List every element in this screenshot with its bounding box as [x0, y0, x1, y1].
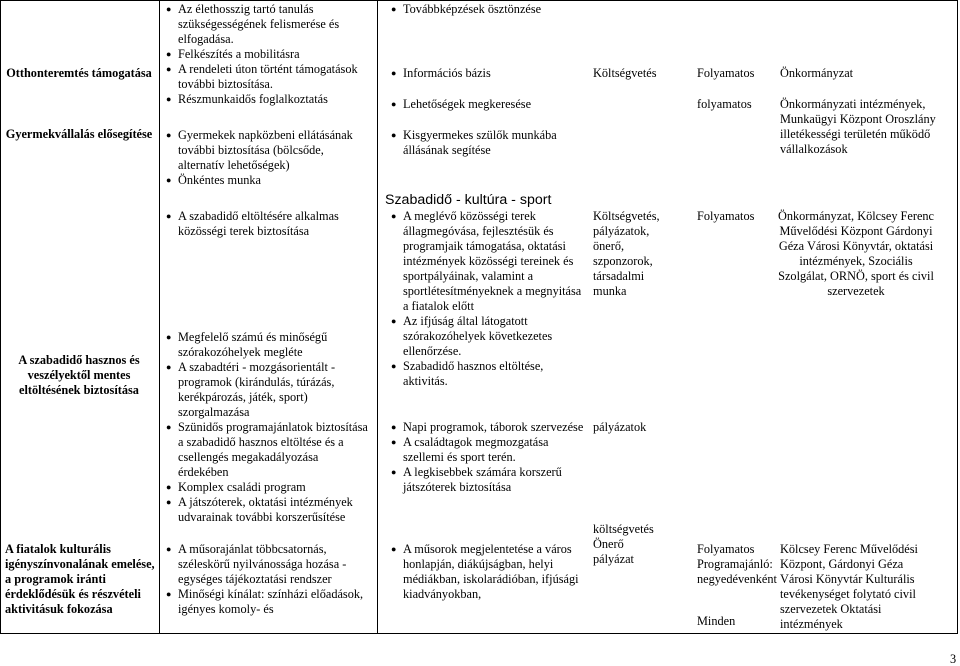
measure-list: [391, 2, 586, 17]
table-border-top: [0, 0, 958, 1]
table-border-right: [957, 0, 958, 634]
goal-fiatalok: A fiatalok kulturális igényszínvonalának emelése, a programok iránti érdeklődésük és részvételi aktivitásuk fokozása: [5, 542, 155, 616]
goal-gyermekvallalas: Gyermekvállalás elősegítése: [5, 127, 153, 141]
list-item: ● A rendeleti úton történt támogatások további biztosítása.: [166, 62, 371, 92]
goal-otthonteremtes: Otthonteremtés támogatása: [6, 66, 152, 80]
list-item: ● Részmunkaidős foglalkoztatás: [166, 92, 371, 107]
list-item: ● Szabadidő hasznos eltöltése, aktivitás.: [391, 359, 586, 389]
list-item: ● A szabadtéri - mozgásorientált - programok (kirándulás, túrázás, kerékpározás, játék, sport) szorgalmazása: [166, 360, 371, 420]
list-item: ● Lehetőségek megkeresése: [391, 97, 586, 112]
list-item: ● A műsorajánlat többcsatornás, széleskörű nyilvánossága hozása - egységes tájékoztatási rendszer: [166, 542, 371, 587]
responsible-cell: Kölcsey Ferenc Művelődési Központ, Gárdonyi Géza Városi Könyvtár Kulturális tevékenységet folytató civil szervezetek Oktatási intézmények: [780, 542, 918, 631]
section-heading: Szabadidő - kultúra - sport: [385, 192, 552, 208]
deadline-cell: Minden: [697, 614, 736, 628]
goal-szabadido: A szabadidő hasznos és veszélyektől mentes eltöltésének biztosítása: [18, 353, 140, 397]
list-item: ● A családtagok megmozgatása szellemi és sport terén.: [391, 435, 586, 465]
resource-cell: költségvetés Önerő pályázat: [593, 522, 654, 566]
list-item: ● Felkészítés a mobilitásra: [166, 47, 371, 62]
measure-list: [391, 542, 586, 602]
table-border-bottom: [0, 633, 958, 634]
list-item: ● Megfelelő számú és minőségű szórakozóhelyek megléte: [166, 330, 371, 360]
list-item: ● Minőségi kínálat: színházi előadások, igényes komoly- és: [166, 587, 371, 617]
measure-list: [391, 97, 586, 112]
resource-cell: Költségvetés: [593, 66, 657, 80]
deadline-cell: Folyamatos Programajánló: negyedévenként: [697, 542, 777, 586]
task-list: [166, 209, 371, 239]
measure-list: [391, 420, 586, 495]
list-item: ● A játszóterek, oktatási intézmények udvarainak további korszerűsítése: [166, 495, 371, 525]
list-item: ● Kisgyermekes szülők munkába állásának segítése: [391, 128, 586, 158]
list-item: ● Továbbképzések ösztönzése: [391, 2, 586, 17]
list-item: ● Információs bázis: [391, 66, 586, 81]
list-item: ● Napi programok, táborok szervezése: [391, 420, 586, 435]
task-list: [166, 542, 371, 617]
list-item: ● Szünidős programajánlatok biztosítása a szabadidő hasznos eltöltése és a csellengés megakadályozása érdekében: [166, 420, 371, 480]
table-column-divider: [159, 0, 160, 634]
responsible-cell: Önkormányzat, Kölcsey Ferenc Művelődési Központ Gárdonyi Géza Városi Könyvtár, oktatási intézmények, Szociális Szolgálat, ORNÖ, sport és civil szervezetek: [777, 209, 935, 298]
table-border-left: [0, 0, 1, 634]
measure-list: [391, 209, 586, 389]
list-item: ● Az élethosszig tartó tanulás szükségességének felismerése és elfogadása.: [166, 2, 371, 47]
resource-cell: pályázatok: [593, 420, 647, 434]
list-item: ● A szabadidő eltöltésére alkalmas közösségi terek biztosítása: [166, 209, 371, 239]
task-list: [166, 330, 371, 525]
deadline-cell: Folyamatos: [697, 209, 755, 223]
list-item: ● Az ifjúság által látogatott szórakozóhelyek következetes ellenőrzése.: [391, 314, 586, 359]
measure-list: [391, 66, 586, 81]
measure-list: [391, 128, 586, 158]
page-number: 3: [950, 652, 957, 666]
task-list: [166, 2, 371, 107]
list-item: ● A legkisebbek számára korszerű játszóterek biztosítása: [391, 465, 586, 495]
responsible-cell: Önkormányzati intézmények, Munkaügyi Központ Oroszlány illetékességi területén működő vállalkozások: [780, 97, 936, 156]
task-list: [166, 128, 371, 188]
list-item: ● Gyermekek napközbeni ellátásának további biztosítása (bölcsőde, alternatív lehetőségek): [166, 128, 371, 173]
deadline-cell: Folyamatos: [697, 66, 755, 80]
list-item: ● Komplex családi program: [166, 480, 371, 495]
list-item: ● Önkéntes munka: [166, 173, 371, 188]
responsible-cell: Önkormányzat: [780, 66, 854, 80]
list-item: ● A meglévő közösségi terek állagmegóvása, fejlesztésük és programjaik támogatása, oktatási intézmények közösségi tereinek és sportpályáinak, valamint a sportlétesítményeknek a megnyitása a fiatalok előtt: [391, 209, 586, 314]
list-item: ● A műsorok megjelentetése a város honlapján, diákújságban, helyi médiákban, iskolarádióban, ifjúsági kiadványokban,: [391, 542, 586, 602]
table-column-divider: [377, 0, 378, 634]
resource-cell: Költségvetés, pályázatok, önerő, szponzorok, társadalmi munka: [593, 209, 660, 298]
deadline-cell: folyamatos: [697, 97, 752, 111]
